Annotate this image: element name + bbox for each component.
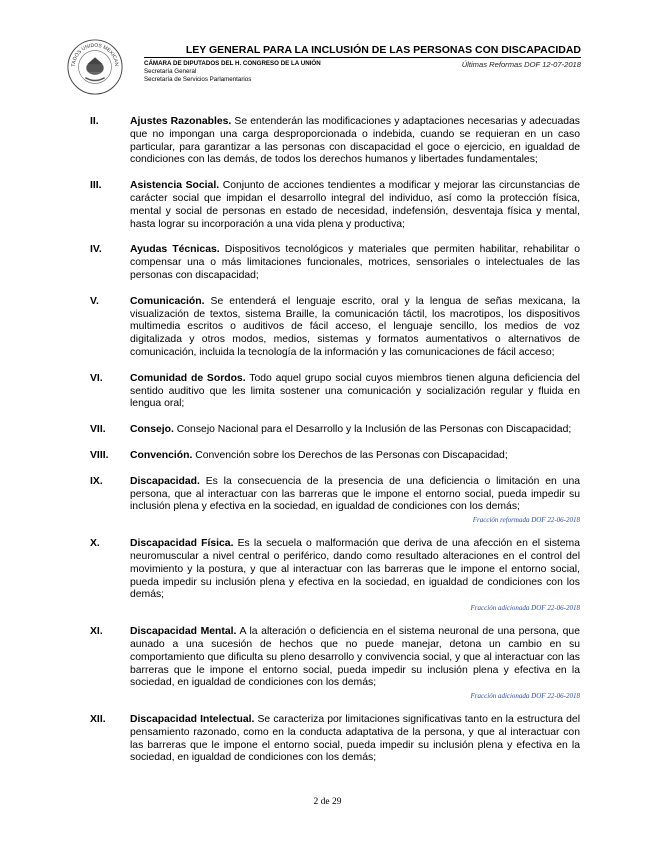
definition-text: Consejo Nacional para el Desarrollo y la Inclusión de las Personas con Discapacidad; <box>173 424 572 436</box>
fraction-number: III. <box>90 180 102 192</box>
fraction-text <box>130 180 580 231</box>
definition-text: A la alteración o deficiencia en el sistema neuronal de una persona, que aunado a una sucesión de hechos que no puede manejar, detona un cambio en su comportamiento que dificulta su pleno desarrollo y convivencia social, y que al interactuar con las barreras que le impone el entorno social, pueda impedir su inclusión plena y efectiva en la sociedad, en igualdad de condiciones con los demás; <box>130 626 580 689</box>
amendment-note: Fracción adicionada DOF 22-06-2018 <box>470 692 580 701</box>
definition-text: Dispositivos tecnológicos y materiales que permiten habilitar, rehabilitar o compensar una o más limitaciones funcionales, motrices, sensoriales o intelectuales de las personas con discapacidad; <box>130 244 580 281</box>
fraction-number: VIII. <box>90 449 109 461</box>
definition-text: Convención sobre los Derechos de las Personas con Discapacidad; <box>192 449 508 461</box>
definition-text: Es la consecuencia de la presencia de una deficiencia o limitación en una persona, que al interactuar con las barreras que le impone el entorno social, pueda impedir su inclusión plena y efectiva en la sociedad, en igualdad de condiciones con los demás; <box>130 475 580 513</box>
fraction-text <box>130 424 580 437</box>
defined-term: Comunidad de Sordos. <box>130 372 246 384</box>
fraction-text <box>130 450 580 463</box>
defined-term: Discapacidad. <box>130 475 200 487</box>
defined-term: Ayudas Técnicas. <box>130 244 220 256</box>
fraction-number: II. <box>90 116 99 127</box>
fraction-text <box>130 476 580 514</box>
defined-term: Ajustes Razonables. <box>130 116 232 127</box>
secretariat-name: Secretaría General <box>144 68 197 75</box>
law-title: LEY GENERAL PARA LA INCLUSIÓN DE LAS PERSONAS CON DISCAPACIDAD <box>185 44 581 56</box>
fraction-number: XI. <box>90 626 103 638</box>
fraction-text <box>130 626 580 690</box>
fraction-item <box>90 296 580 360</box>
definition-text: Es la secuela o malformación que deriva de una afección en el sistema neuromuscular a nivel central o periférico, dando como resultado alteraciones en el control del movimiento y la postura, y que al interactuar con las barreras que le impone el entorno social, pueda impedir su inclusión plena y efectiva en la sociedad, en igualdad de condiciones con los demás; <box>130 538 580 601</box>
page-header <box>66 38 581 102</box>
definition-text: Todo aquel grupo social cuyos miembros tienen alguna deficiencia del sentido auditivo que les limita sostener una comunicación y socialización regular y fluida en lengua oral; <box>130 372 580 410</box>
fraction-item <box>90 476 580 525</box>
fraction-item <box>90 244 580 282</box>
definition-text: Se entenderán las modificaciones y adaptaciones necesarias y adecuadas que no impongan una carga desproporcionada o indebida, cuando se requieran en un caso particular, para garantizar a las personas con discapacidad el goce o ejercicio, en igualdad de condiciones con las demás, de todos los derechos humanos y libertades fundamentales; <box>130 116 580 166</box>
fraction-item <box>90 180 580 231</box>
fraction-item <box>90 116 580 167</box>
defined-term: Discapacidad Intelectual. <box>130 714 255 726</box>
defined-term: Asistencia Social. <box>130 180 220 192</box>
fraction-item <box>90 626 580 701</box>
fraction-item <box>90 450 580 463</box>
document-body <box>90 116 580 778</box>
header-rule <box>144 57 581 58</box>
defined-term: Convención. <box>130 449 193 461</box>
fraction-item <box>90 373 580 411</box>
defined-term: Comunicación. <box>130 295 205 307</box>
fraction-number: IV. <box>90 244 102 256</box>
definition-text: Se caracteriza por limitaciones significativas tanto en la estructura del pensamiento razonado, como en la conducta adaptativa de la persona, y que al interactuar con las barreras que le impone el entorno social, pueda impedir su inclusión plena y efectiva en la sociedad, en igualdad de condiciones con los demás; <box>130 714 581 764</box>
services-name: Secretaría de Servicios Parlamentarios <box>144 76 252 83</box>
fraction-text <box>130 296 580 360</box>
national-seal-icon <box>66 38 124 96</box>
amendment-note: Fracción reformada DOF 22-06-2018 <box>472 516 580 525</box>
defined-term: Discapacidad Física. <box>130 538 234 550</box>
fraction-item <box>90 538 580 613</box>
fraction-text <box>130 714 580 765</box>
defined-term: Discapacidad Mental. <box>130 626 237 638</box>
fraction-text <box>130 538 580 602</box>
fraction-number: VI. <box>90 372 103 384</box>
definition-text: Se entenderá el lenguaje escrito, oral y la lengua de señas mexicana, la visualización de textos, sistema Braille, la comunicación táctil, los macrotipos, los dispositivos multimedia escritos o auditivos de fácil acceso, el lenguaje sencillo, los medios de voz digitalizada y otros modos, medios, sistemas y formatos aumentativos o alternativos de comunicación, incluida la tecnología de la información y las comunicaciones de fácil acceso; <box>130 295 580 358</box>
fraction-number: VII. <box>90 424 106 436</box>
defined-term: Consejo. <box>130 424 174 436</box>
fraction-item <box>90 714 580 765</box>
page-number: 2 de 29 <box>313 797 342 807</box>
fraction-text <box>130 244 580 282</box>
last-reform-date: Últimas Reformas DOF 12-07-2018 <box>461 60 581 69</box>
definition-text: Conjunto de acciones tendientes a modificar y mejorar las circunstancias de carácter social que impidan el desarrollo integral del individuo, así como la protección física, mental y social de personas en estado de necesidad, indefensión, desventaja física y mental, hasta lograr su incorporación a una vida plena y productiva; <box>130 180 580 230</box>
chamber-name: CÁMARA DE DIPUTADOS DEL H. CONGRESO DE LA UNIÓN <box>144 60 321 67</box>
fraction-number: X. <box>90 538 100 550</box>
fraction-number: V. <box>90 295 99 307</box>
fraction-item <box>90 424 580 437</box>
amendment-note: Fracción adicionada DOF 22-06-2018 <box>470 604 580 613</box>
seal-text: TADOS UNIDOS MEXICAN <box>70 42 120 67</box>
fraction-text <box>130 116 580 167</box>
fraction-number: XII. <box>90 714 106 726</box>
fraction-number: IX. <box>90 475 103 487</box>
fraction-text <box>130 373 580 411</box>
